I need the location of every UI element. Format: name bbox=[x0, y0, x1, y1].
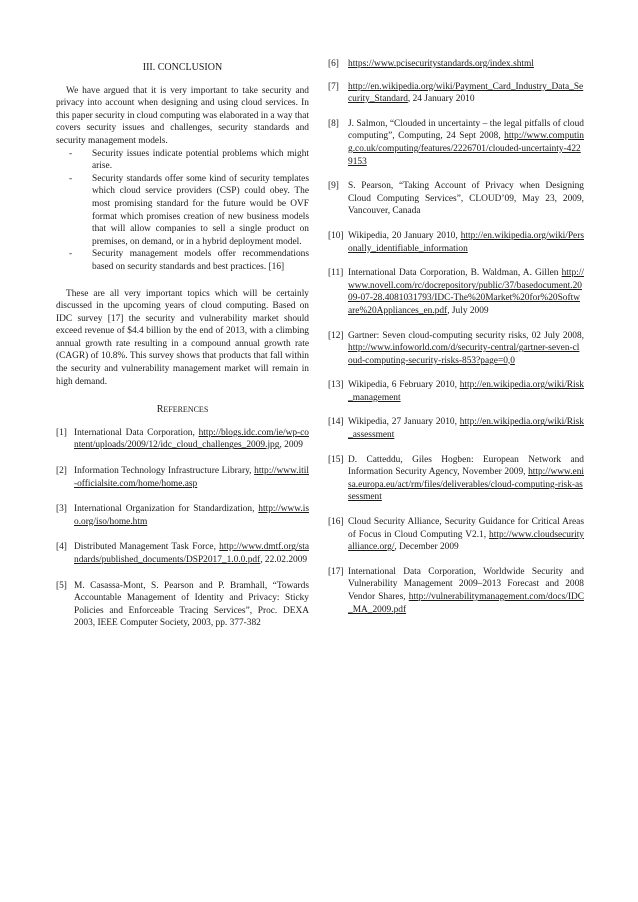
references-heading-initial: R bbox=[156, 404, 164, 416]
reference-text: Cloud Security Alliance, Security Guidance for Critical Areas of Focus in Cloud Computing V2.1, bbox=[348, 517, 584, 540]
reference-suffix: , December 2009 bbox=[394, 542, 459, 553]
reference-suffix: , 22.02.2009 bbox=[260, 555, 308, 565]
bullet-text: Security standards offer some kind of security templates which cloud service providers (CSP) could obey. The most promising standard for the future would be OVF format which promises creation of new business models that will allow companies to sell a single product on premises, on demand, or in a hybrid deployment model. bbox=[92, 173, 309, 247]
reference-link[interactable]: http://www.novell.com/rc/docrepository/public/37/basedocument.2009-07-28.4081031793/IDC-The%20Market%20for%20Software%20Appliances_en.pdf bbox=[348, 268, 584, 316]
reference-number: [5] bbox=[56, 580, 67, 591]
reference-number: [7] bbox=[328, 81, 339, 92]
reference-item bbox=[56, 465, 309, 490]
bullet-marker: - bbox=[69, 148, 73, 159]
references-heading-rest: EFERENCES bbox=[163, 405, 209, 415]
reference-number: [15] bbox=[328, 454, 344, 465]
reference-number: [16] bbox=[328, 517, 344, 528]
references-heading bbox=[56, 404, 309, 417]
reference-number: [17] bbox=[328, 566, 344, 577]
conclusion-paragraph-2: These are all very important topics which will be certainly discussed in the upcoming years of cloud computing. Based on IDC survey [17] the security and vulnerability market should exceed revenue of $4.4 billion by the end of 2013, with a climbing annual growth rate resulting in a compound annual growth rate (CAGR) of 10.8%. This survey shows that products that fall within the security and vulnerability management market will remain in high demand. bbox=[56, 288, 309, 387]
reference-text: J. Salmon, “Clouded in uncertainty – the legal pitfalls of cloud computing”, Computing, 24 Sept 2008, bbox=[348, 118, 584, 142]
bullet-text: Security management models offer recommendations based on security standards and best practices. [16] bbox=[92, 249, 309, 272]
reference-item bbox=[328, 58, 584, 71]
reference-item bbox=[56, 541, 309, 566]
reference-suffix: , July 2009 bbox=[447, 305, 489, 316]
reference-link[interactable]: http://blogs.idc.com/ie/wp-content/uploads/2009/12/idc_cloud_challenges_2009.jpg bbox=[74, 427, 309, 451]
reference-text: M. Casassa-Mont, S. Pearson and P. Bramhall, “Towards Accountable Management of Identity and Privacy: Sticky Policies and Enforceable Tracing Services”, Proc. DEXA 2003, IEEE Computer Society, 2003, pp. 377-382 bbox=[74, 580, 309, 629]
bullet-item bbox=[56, 248, 309, 273]
reference-number: [14] bbox=[328, 417, 344, 428]
reference-item bbox=[56, 580, 309, 630]
reference-item bbox=[328, 81, 584, 106]
reference-text: Gartner: Seven cloud-computing security risks, 02 July 2008, bbox=[348, 330, 584, 341]
reference-link[interactable]: http://en.wikipedia.org/wiki/Personally_identifiable_information bbox=[348, 230, 584, 254]
bullet-marker: - bbox=[69, 173, 73, 184]
reference-link[interactable]: http://www.itil-officialsite.com/home/home.asp bbox=[74, 466, 309, 489]
reference-item bbox=[328, 566, 584, 616]
reference-number: [6] bbox=[328, 59, 339, 69]
reference-text: Information Technology Infrastructure Library, bbox=[74, 466, 255, 477]
reference-text: Wikipedia, 27 January 2010, bbox=[348, 417, 460, 428]
reference-suffix: , 24 January 2010 bbox=[407, 94, 475, 105]
reference-suffix: , 2009 bbox=[279, 440, 303, 451]
reference-link[interactable]: http://en.wikipedia.org/wiki/Risk_assessment bbox=[348, 417, 584, 441]
right-column bbox=[328, 58, 584, 628]
reference-item bbox=[328, 267, 584, 317]
reference-number: [11] bbox=[328, 268, 344, 279]
reference-item bbox=[328, 516, 584, 554]
reference-item bbox=[328, 416, 584, 441]
reference-link[interactable]: http://vulnerabilitymanagement.com/docs/IDC_MA_2009.pdf bbox=[348, 592, 584, 615]
reference-item bbox=[328, 454, 584, 504]
reference-item bbox=[56, 427, 309, 452]
conclusion-paragraph-1: We have argued that it is very important to take security and privacy into account when designing and using cloud services. In this paper security in cloud computing was elaborated in a way that covers security issues and challenges, security standards and security management models. bbox=[56, 85, 309, 146]
reference-number: [3] bbox=[56, 504, 67, 515]
reference-text: International Data Corporation, bbox=[74, 427, 199, 438]
reference-number: [13] bbox=[328, 380, 344, 391]
reference-link[interactable]: https://www.pcisecuritystandards.org/index.shtml bbox=[348, 59, 534, 69]
bullet-marker: - bbox=[69, 249, 73, 260]
reference-text: Wikipedia, 20 January 2010, bbox=[348, 230, 461, 241]
reference-link[interactable]: http://www.enisa.europa.eu/act/rm/files/deliverables/cloud-computing-risk-assessment bbox=[348, 467, 584, 503]
reference-link[interactable]: http://www.cloudsecurityalliance.org/ bbox=[348, 529, 584, 553]
reference-item bbox=[328, 379, 584, 404]
reference-text: Wikipedia, 6 February 2010, bbox=[348, 380, 460, 391]
reference-link[interactable]: http://www.computing.co.uk/computing/features/2226701/clouded-uncertainty-4229153 bbox=[348, 131, 584, 167]
reference-text: International Organization for Standardization, bbox=[74, 504, 259, 515]
reference-item bbox=[328, 180, 584, 218]
bullet-item bbox=[56, 148, 309, 173]
reference-item bbox=[56, 503, 309, 528]
conclusion-bullet-list bbox=[56, 148, 309, 274]
reference-text: International Data Corporation, Worldwide Security and Vulnerability Management 2009–2013 Forecast and 2008 Vendor Shares, bbox=[348, 566, 584, 602]
reference-item bbox=[328, 330, 584, 368]
reference-link[interactable]: http://www.dmtf.org/standards/published_documents/DSP2017_1.0.0.pdf bbox=[74, 542, 309, 565]
reference-link[interactable]: http://en.wikipedia.org/wiki/Risk_management bbox=[348, 380, 584, 403]
bullet-item bbox=[56, 173, 309, 249]
reference-item bbox=[328, 118, 584, 168]
reference-link[interactable]: http://www.infoworld.com/d/security-central/gartner-seven-cloud-computing-security-risks-853?page=0,0 bbox=[348, 343, 580, 366]
reference-text: D. Catteddu, Giles Hogben: European Network and Information Security Agency, November 2009, bbox=[348, 454, 584, 478]
reference-number: [2] bbox=[56, 466, 67, 477]
reference-number: [8] bbox=[328, 118, 339, 129]
reference-text: S. Pearson, “Taking Account of Privacy when Designing Cloud Computing Services”, CLOUD’09, May 23, 2009, Vancouver, Canada bbox=[348, 181, 584, 217]
reference-link[interactable]: http://en.wikipedia.org/wiki/Payment_Card_Industry_Data_Security_Standard bbox=[348, 81, 584, 105]
reference-number: [12] bbox=[328, 330, 344, 341]
reference-text: International Data Corporation, B. Waldman, A. Gillen bbox=[348, 268, 562, 279]
left-column bbox=[56, 58, 309, 643]
reference-text: Distributed Management Task Force, bbox=[74, 542, 220, 553]
conclusion-heading: III. CONCLUSION bbox=[142, 62, 223, 73]
reference-item bbox=[328, 230, 584, 255]
bullet-text: Security issues indicate potential problems which might arise. bbox=[92, 148, 309, 172]
reference-number: [10] bbox=[328, 230, 344, 241]
reference-number: [1] bbox=[56, 427, 67, 438]
reference-link[interactable]: http://www.iso.org/iso/home.htm bbox=[74, 504, 309, 527]
reference-number: [4] bbox=[56, 542, 67, 553]
reference-number: [9] bbox=[328, 181, 339, 192]
